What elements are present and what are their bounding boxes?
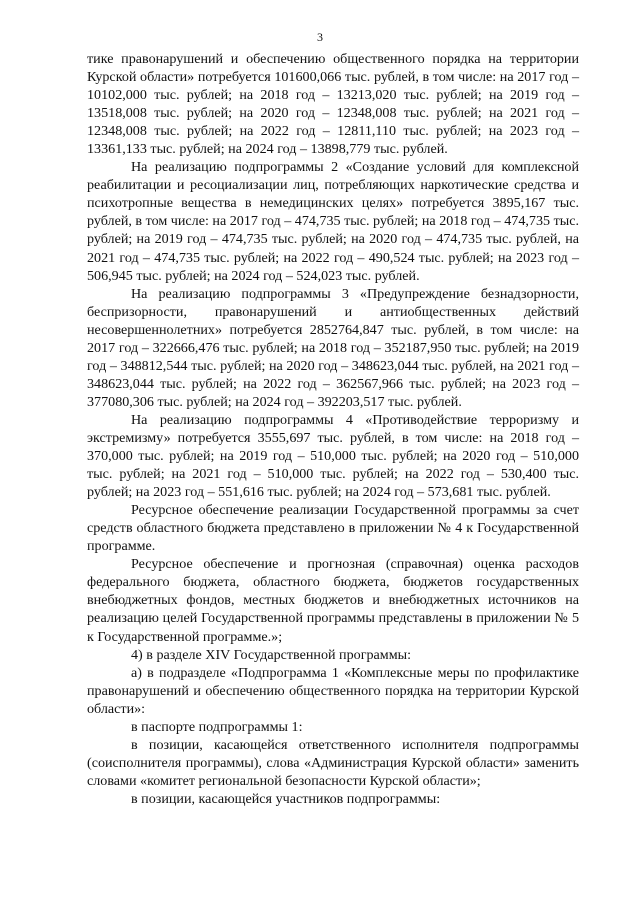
paragraph-section-xiv: 4) в разделе XIV Государственной программы:	[131, 646, 412, 663]
paragraph-subprogram-2-funding: На реализацию подпрограммы 2 «Создание условий для комплексной реабилитации и ресоциализации лиц, потребляющих наркотические средства и психотропные вещества в немедицинских целях» потребуется 3895,167 тыс. рублей, в том числе: на 2017 год – 474,735 тыс. рублей; на 2018 год – 474,735 тыс. рублей; на 2019 год – 474,735 тыс. рублей; на 2020 год – 474,735 тыс. рублей, на 2021 год – 474,735 тыс. рублей; на 2022 год – 490,524 тыс. рублей; на 2023 год – 506,945 тыс. рублей; на 2024 год – 524,023 тыс. рублей.	[87, 159, 579, 284]
paragraph-subprogram-3-funding: На реализацию подпрограммы 3 «Предупреждение безнадзорности, беспризорности, правонарушений и антиобщественных действий несовершеннолетних» потребуется 2852764,847 тыс. рублей, в том числе: на 2017 год – 322666,476 тыс. рублей; на 2018 год – 352187,950 тыс. рублей; на 2019 год – 348812,544 тыс. рублей; на 2020 год – 348623,044 тыс. рублей, на 2021 год – 348623,044 тыс. рублей; на 2022 год – 362567,966 тыс. рублей; на 2023 год – 377080,306 тыс. рублей; на 2024 год – 392203,517 тыс. рублей.	[87, 285, 579, 410]
paragraph-resource-forecast: Ресурсное обеспечение и прогнозная (справочная) оценка расходов федерального бюджета, областного бюджета, бюджетов государственных внебюджетных фондов, местных бюджетов и внебюджетных источников на реализацию целей Государственной программы представлены в приложении № 5 к Государственной программе.»;	[87, 556, 579, 645]
paragraph-subsection-subprogram-1: а) в подразделе «Подпрограмма 1 «Комплексные меры по профилактике правонарушений и обеспечению общественного порядка на территории Курской области»:	[87, 664, 579, 717]
document-body	[87, 50, 579, 808]
page-number: 3	[317, 30, 323, 44]
paragraph-regional-budget-resources: Ресурсное обеспечение реализации Государственной программы за счет средств областного бюджета представлено в приложении № 4 к Государственной программе.	[87, 502, 579, 555]
paragraph-participants: в позиции, касающейся участников подпрограммы:	[131, 790, 441, 807]
paragraph-subprogram-1-funding: тике правонарушений и обеспечению общественного порядка на территории Курской области» потребуется 101600,066 тыс. рублей, в том числе: на 2017 год – 10102,000 тыс. рублей; на 2018 год – 13213,020 тыс. рублей; на 2019 год – 13518,008 тыс. рублей; на 2020 год – 12348,008 тыс. рублей; на 2021 год –12348,008 тыс. рублей; на 2022 год – 12811,110 тыс. рублей; на 2023 год – 13361,133 тыс. рублей; на 2024 год – 13898,779 тыс. рублей.	[87, 51, 579, 158]
paragraph-subprogram-4-funding: На реализацию подпрограммы 4 «Противодействие терроризму и экстремизму» потребуется 3555,697 тыс. рублей, в том числе: на 2018 год – 370,000 тыс. рублей; на 2019 год – 510,000 тыс. рублей; на 2020 год – 510,000 тыс. рублей; на 2021 год – 510,000 тыс. рублей; на 2022 год – 530,400 тыс. рублей; на 2023 год – 551,616 тыс. рублей; на 2024 год – 573,681 тыс. рублей.	[87, 411, 579, 501]
paragraph-passport-subprogram-1: в паспорте подпрограммы 1:	[131, 718, 303, 735]
paragraph-responsible-executor: в позиции, касающейся ответственного исполнителя подпрограммы (соисполнителя программы), слова «Администрация Курской области» заменить словами «комитет региональной безопасности Курской области»;	[87, 736, 579, 789]
